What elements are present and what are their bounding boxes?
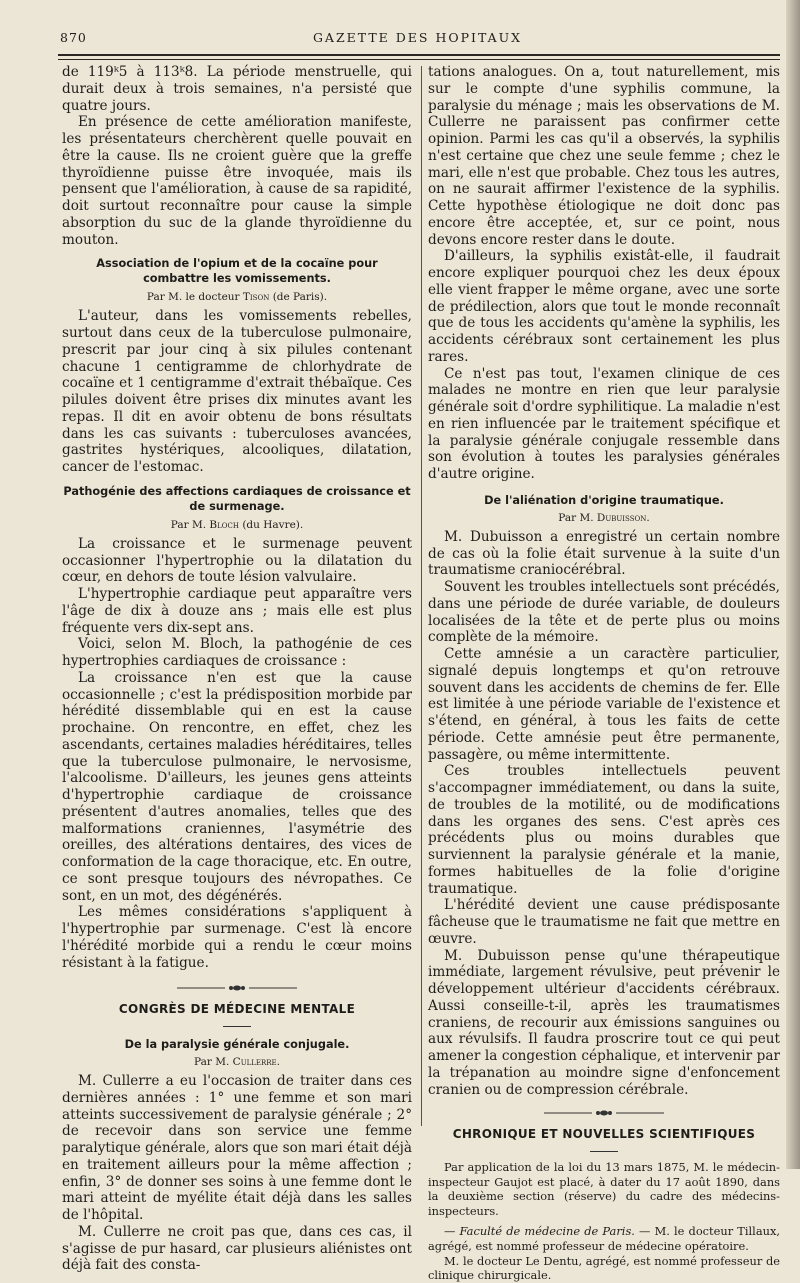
page-number: 870 bbox=[60, 30, 87, 45]
paragraph: Souvent les troubles intellectuels sont précédés, dans une période de durée variable, de douleurs localisées de la tête et de perte plus ou moins complète de la mémoire. bbox=[428, 579, 780, 646]
left-column bbox=[62, 64, 412, 1274]
author-prefix: Par M. bbox=[194, 1056, 230, 1068]
ornament-divider bbox=[62, 981, 412, 995]
paragraph: M. le docteur Le Dentu, agrégé, est nommé professeur de clinique chirurgicale. bbox=[428, 1253, 780, 1283]
author-name: Tison bbox=[242, 291, 270, 304]
paragraph: de 119ᵏ5 à 113ᵏ8. La période menstruelle, qui durait deux à trois semaines, n'a persisté que quatre jours. bbox=[62, 64, 412, 114]
column-separator bbox=[421, 66, 422, 1126]
page-header bbox=[55, 28, 780, 50]
faculty-text: — M. le docteur Tillaux, agrégé, est nommé professeur de médecine opératoire. bbox=[428, 1224, 780, 1253]
paragraph: Les mêmes considérations s'appliquent à l'hypertrophie par surmenage. C'est là encore l'hérédité morbide qui a rendu le cœur moins résistant à la fatigue. bbox=[62, 904, 412, 971]
paragraph: M. Dubuisson pense qu'une thérapeutique immédiate, largement révulsive, peut prévenir le développement ultérieur d'accidents cérébraux. Aussi conseille-t-il, après les traumatismes craniens, de recourir aux émissions sanguines ou aux révulsifs. Il faudra proscrire tout ce qui peut amener la congestion céphalique, et intervenir par la trépanation au moindre signe d'enfoncement cranien ou de compression cérébrale. bbox=[428, 947, 780, 1098]
right-column bbox=[428, 64, 780, 1283]
paragraph: L'hérédité devient une cause prédisposante fâcheuse que le traumatisme ne fait que mettre en œuvre. bbox=[428, 897, 780, 947]
author-prefix: Par M. le docteur bbox=[146, 291, 240, 304]
author-place: (de Paris). bbox=[272, 291, 328, 304]
paragraph: Voici, selon M. Bloch, la pathogénie de ces hypertrophies cardiaques de croissance : bbox=[62, 636, 412, 669]
paragraph: D'ailleurs, la syphilis existât-elle, il faudrait encore expliquer pourquoi chez les deux époux elle vient frapper le même organe, avec une sorte de prédilection, alors que tout le monde reconnaît que de tous les accidents qu'amène la syphilis, les accidents cérébraux sont certainement les plus rares. bbox=[428, 248, 780, 365]
paragraph: Cette amnésie a un caractère particulier, signalé depuis longtemps et qu'on retrouve souvent dans les accidents de chemins de fer. Elle est limitée à une période variable de l'existence et s'étend, en général, à tous les faits de cette période. Cette amnésie peut être permanente, passagère, ou même intermittente. bbox=[428, 646, 780, 763]
ornament-divider bbox=[428, 1106, 780, 1120]
journal-title: GAZETTE DES HOPITAUX bbox=[312, 30, 523, 45]
paragraph: Ce n'est pas tout, l'examen clinique de ces malades ne montre en rien que leur paralysie générale soit d'ordre syphilitique. La maladie n'est en rien influencée par le traitement spécifique et la paralysie générale conjugale ressemble dans son évolution à toutes les paralysies générales d'autre origine. bbox=[428, 365, 780, 482]
paragraph: Ces troubles intellectuels peuvent s'accompagner immédiatement, ou dans la suite, de troubles de la motilité, ou de modifications dans les organes des sens. C'est après ces précédents plus ou moins durables que surviennent la paralysie générale et la manie, formes habituelles de la folie d'origine traumatique. bbox=[428, 763, 780, 897]
paragraph: L'auteur, dans les vomissements rebelles, surtout dans ceux de la tuberculose pulmonaire, prescrit par jour cinq à six pilules contenant chacune 1 centigramme de chlorhydrate de cocaïne et 1 centigramme d'extrait thébaïque. Ces pilules doivent être prises dix minutes avant les repas. Il dit en avoir obtenu de bons résultats dans les cas suivants : tuberculoses avancées, gastrites hystériques, alcooliques, dilatation, cancer de l'estomac. bbox=[62, 308, 412, 475]
author-place: (du Havre). bbox=[242, 518, 304, 531]
author-prefix: Par M. bbox=[558, 511, 594, 524]
paragraph: Par application de la loi du 13 mars 1875, M. le médecin-inspecteur Gaujot est placé, à dater du 17 août 1890, dans la deuxième section (réserve) du cadre des médecins-inspecteurs. bbox=[428, 1160, 780, 1218]
page-edge bbox=[786, 0, 800, 1169]
section-title: Pathogénie des affections cardiaques de croissance et de surmenage. bbox=[63, 484, 411, 513]
section-author bbox=[62, 290, 412, 304]
paragraph: L'hypertrophie cardiaque peut apparaître vers l'âge de dix à douze ans ; mais elle est plus fréquente vers dix-sept ans. bbox=[62, 586, 412, 636]
section-author bbox=[428, 511, 780, 525]
paragraph: tations analogues. On a, tout naturellement, mis sur le compte d'une syphilis commune, la paralysie du ménage ; mais les observations de M. Cullerre ne paraissent pas confirmer cette opinion. Parmi les cas qu'il a observés, la syphilis n'est certaine que chez une seule femme ; chez le mari, elle n'est que probable. Chez tous les autres, on ne saurait affirmer l'existence de la syphilis. Cette hypothèse étiologique ne doit donc pas encore être acceptée, et, sur ce point, nous devons encore rester dans le doute. bbox=[428, 64, 780, 248]
chronicle-notes bbox=[428, 1160, 780, 1283]
paragraph: M. Cullerre a eu l'occasion de traiter dans ces dernières années : 1° une femme et son mari atteints successivement de paralysie générale ; 2° de recevoir dans son service une femme paralytique générale, alors que son mari était déjà en traitement ailleurs pour la même affection ; enfin, 3° de donner ses soins à une femme dont le mari atteint de myélite était déjà dans les salles de l'hôpital. bbox=[62, 1073, 412, 1223]
section-title: Association de l'opium et de la cocaïne pour combattre les vomissements. bbox=[96, 257, 378, 286]
section-author bbox=[62, 1055, 412, 1069]
paragraph: M. Cullerre ne croit pas que, dans ces cas, il s'agisse de pur hasard, car plusieurs aliénistes ont déjà fait des consta- bbox=[62, 1223, 412, 1274]
paragraph: La croissance n'en est que la cause occasionnelle ; c'est la prédisposition morbide par hérédité dissemblable qui en est la cause prochaine. On rencontre, en effet, chez les ascendants, certaines maladies héréditaires, telles que la tuberculose pulmonaire, le nervosisme, l'alcoolisme. D'ailleurs, les jeunes gens atteints d'hypertrophie cardiaque de croissance présentent d'autres anomalies, telles que des malformations craniennes, l'asymétrie des oreilles, des altérations dentaires, des vices de conformation de la cage thoracique, etc. En outre, ce sont presque toujours des névropathes. Ce sont, en un mot, des dégénérés. bbox=[62, 669, 412, 904]
congress-heading: CONGRÈS DE MÉDECINE MENTALE bbox=[118, 1002, 356, 1017]
author-prefix: Par M. bbox=[170, 518, 207, 531]
header-rule-thick bbox=[58, 54, 780, 56]
section-author bbox=[62, 518, 412, 532]
author-name: Cullerre. bbox=[232, 1056, 280, 1068]
paragraph: En présence de cette amélioration manifeste, les présentateurs cherchèrent quelle pouvait en être la cause. Ils ne croient guère que la greffe thyroïdienne puisse être invoquée, mais ils pensent que l'amélioration, à cause de sa rapidité, doit surtout reconnaître pour cause la simple absorption du suc de la glande thyroïdienne du mouton. bbox=[62, 114, 412, 248]
faculty-lead: — Faculté de médecine de Paris. bbox=[444, 1224, 635, 1239]
author-name: Dubuisson. bbox=[596, 511, 650, 524]
author-name: Bloch bbox=[209, 518, 239, 531]
section-title: De l'aliénation d'origine traumatique. bbox=[484, 493, 724, 507]
paragraph bbox=[428, 1224, 780, 1253]
chronicle-heading: CHRONIQUE ET NOUVELLES SCIENTIFIQUES bbox=[452, 1127, 756, 1142]
section-title: De la paralysie générale conjugale. bbox=[124, 1038, 350, 1051]
paragraph: La croissance et le surmenage peuvent occasionner l'hypertrophie ou la dilatation du cœur, en dehors de toute lésion valvulaire. bbox=[62, 535, 412, 586]
header-rule-thin bbox=[58, 59, 780, 60]
paragraph: M. Dubuisson a enregistré un certain nombre de cas où la folie était survenue à la suite d'un traumatisme craniocérébral. bbox=[428, 528, 780, 579]
